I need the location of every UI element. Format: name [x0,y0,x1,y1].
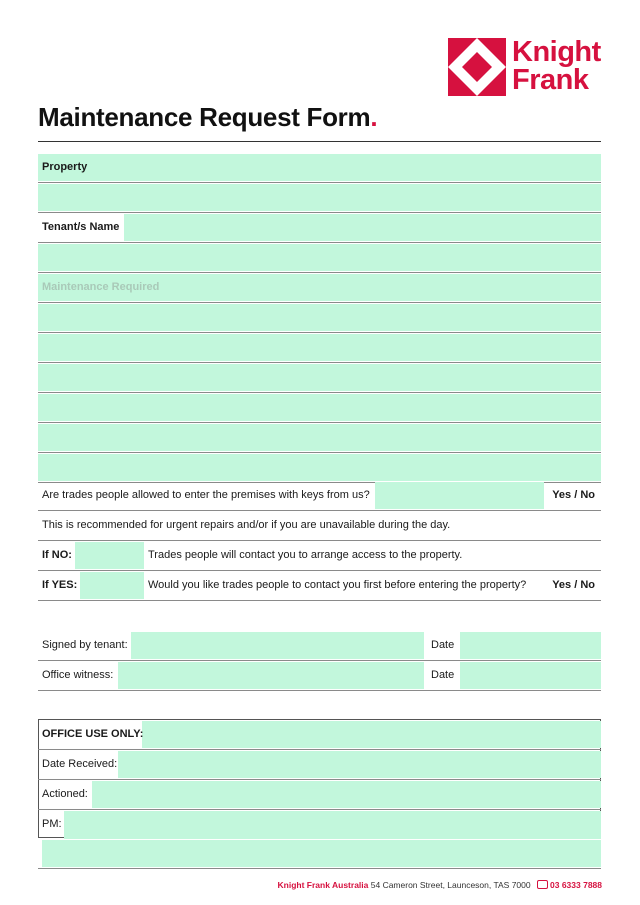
maintenance-line-7 [38,453,601,483]
date-input-1[interactable] [460,632,601,659]
office-witness-row [38,661,601,691]
logo-word-frank: Frank [512,64,589,96]
keys-question-label: Are trades people allowed to enter the premises with keys from us? [42,489,370,501]
date-label-2: Date [431,669,455,681]
office-use-heading-row [38,720,601,750]
date-received-label: Date Received: [42,758,118,770]
extra-line-input[interactable] [42,840,601,867]
keys-question-row [38,481,601,511]
if-yes-row [38,571,601,601]
date-received-input[interactable] [118,751,601,778]
maintenance-input-7[interactable] [38,454,601,481]
maintenance-line-6 [38,423,601,453]
extra-line-row [38,839,601,869]
tenant-line-2 [38,243,601,273]
title-divider [38,141,601,142]
recommendation-text: This is recommended for urgent repairs and/or if you are unavailable during the day. [42,519,451,531]
knight-frank-logo-icon [448,38,506,96]
signed-by-tenant-label: Signed by tenant: [42,639,128,651]
property-input[interactable] [38,154,601,181]
if-yes-text: Would you like trades people to contact you first before entering the property? [148,579,527,591]
tenant-name-label: Tenant/s Name [42,221,120,233]
if-yes-input[interactable] [80,572,144,599]
maintenance-line-5 [38,393,601,423]
property-line-2 [38,183,601,213]
property-row [38,153,601,183]
keys-yes-no[interactable]: Yes / No [552,489,595,501]
page-title-text: Maintenance Request Form [38,102,371,132]
property-input-2[interactable] [38,184,601,211]
phone-icon [537,880,548,889]
date-label-1: Date [431,639,455,651]
knight-frank-logo [448,38,608,98]
footer [278,880,602,890]
title-dot: . [370,102,378,132]
property-label: Property [42,161,88,173]
signed-by-tenant-input[interactable] [131,632,424,659]
actioned-row [38,780,601,810]
date-received-row [38,750,601,780]
maintenance-required-label: Maintenance Required [42,281,160,293]
maintenance-input-5[interactable] [38,394,601,421]
office-witness-input[interactable] [118,662,424,689]
if-yes-label: If YES: [42,579,78,591]
footer-company: Knight Frank Australia [277,880,369,890]
footer-phone[interactable]: 03 6333 7888 [550,880,602,890]
footer-address: 54 Cameron Street, Launceson, TAS 7000 [370,880,531,890]
pm-label: PM: [42,818,62,830]
maintenance-line-2 [38,303,601,333]
keys-answer-input[interactable] [375,482,544,509]
if-no-input[interactable] [75,542,144,569]
actioned-label: Actioned: [42,788,88,800]
recommendation-row [38,511,601,541]
pm-row [38,810,601,840]
page-title [38,102,377,133]
maintenance-row [38,273,601,303]
pm-input[interactable] [64,811,601,839]
maintenance-line-4 [38,363,601,393]
tenant-name-input[interactable] [124,214,601,241]
actioned-input[interactable] [92,781,601,808]
logo-word-knight: Knight [512,36,601,68]
office-use-heading: OFFICE USE ONLY: [42,728,144,740]
signed-by-tenant-row [38,631,601,661]
maintenance-input-4[interactable] [38,364,601,391]
maintenance-input-6[interactable] [38,424,601,451]
maintenance-line-3 [38,333,601,363]
office-use-input[interactable] [142,721,601,748]
maintenance-input-3[interactable] [38,334,601,361]
tenant-name-input-2[interactable] [38,244,601,271]
tenant-row [38,213,601,243]
if-no-label: If NO: [42,549,72,561]
maintenance-input-2[interactable] [38,304,601,331]
date-input-2[interactable] [460,662,601,689]
if-yes-yes-no[interactable]: Yes / No [552,579,595,591]
office-witness-label: Office witness: [42,669,114,681]
if-no-row [38,541,601,571]
if-no-text: Trades people will contact you to arrange access to the property. [148,549,463,561]
